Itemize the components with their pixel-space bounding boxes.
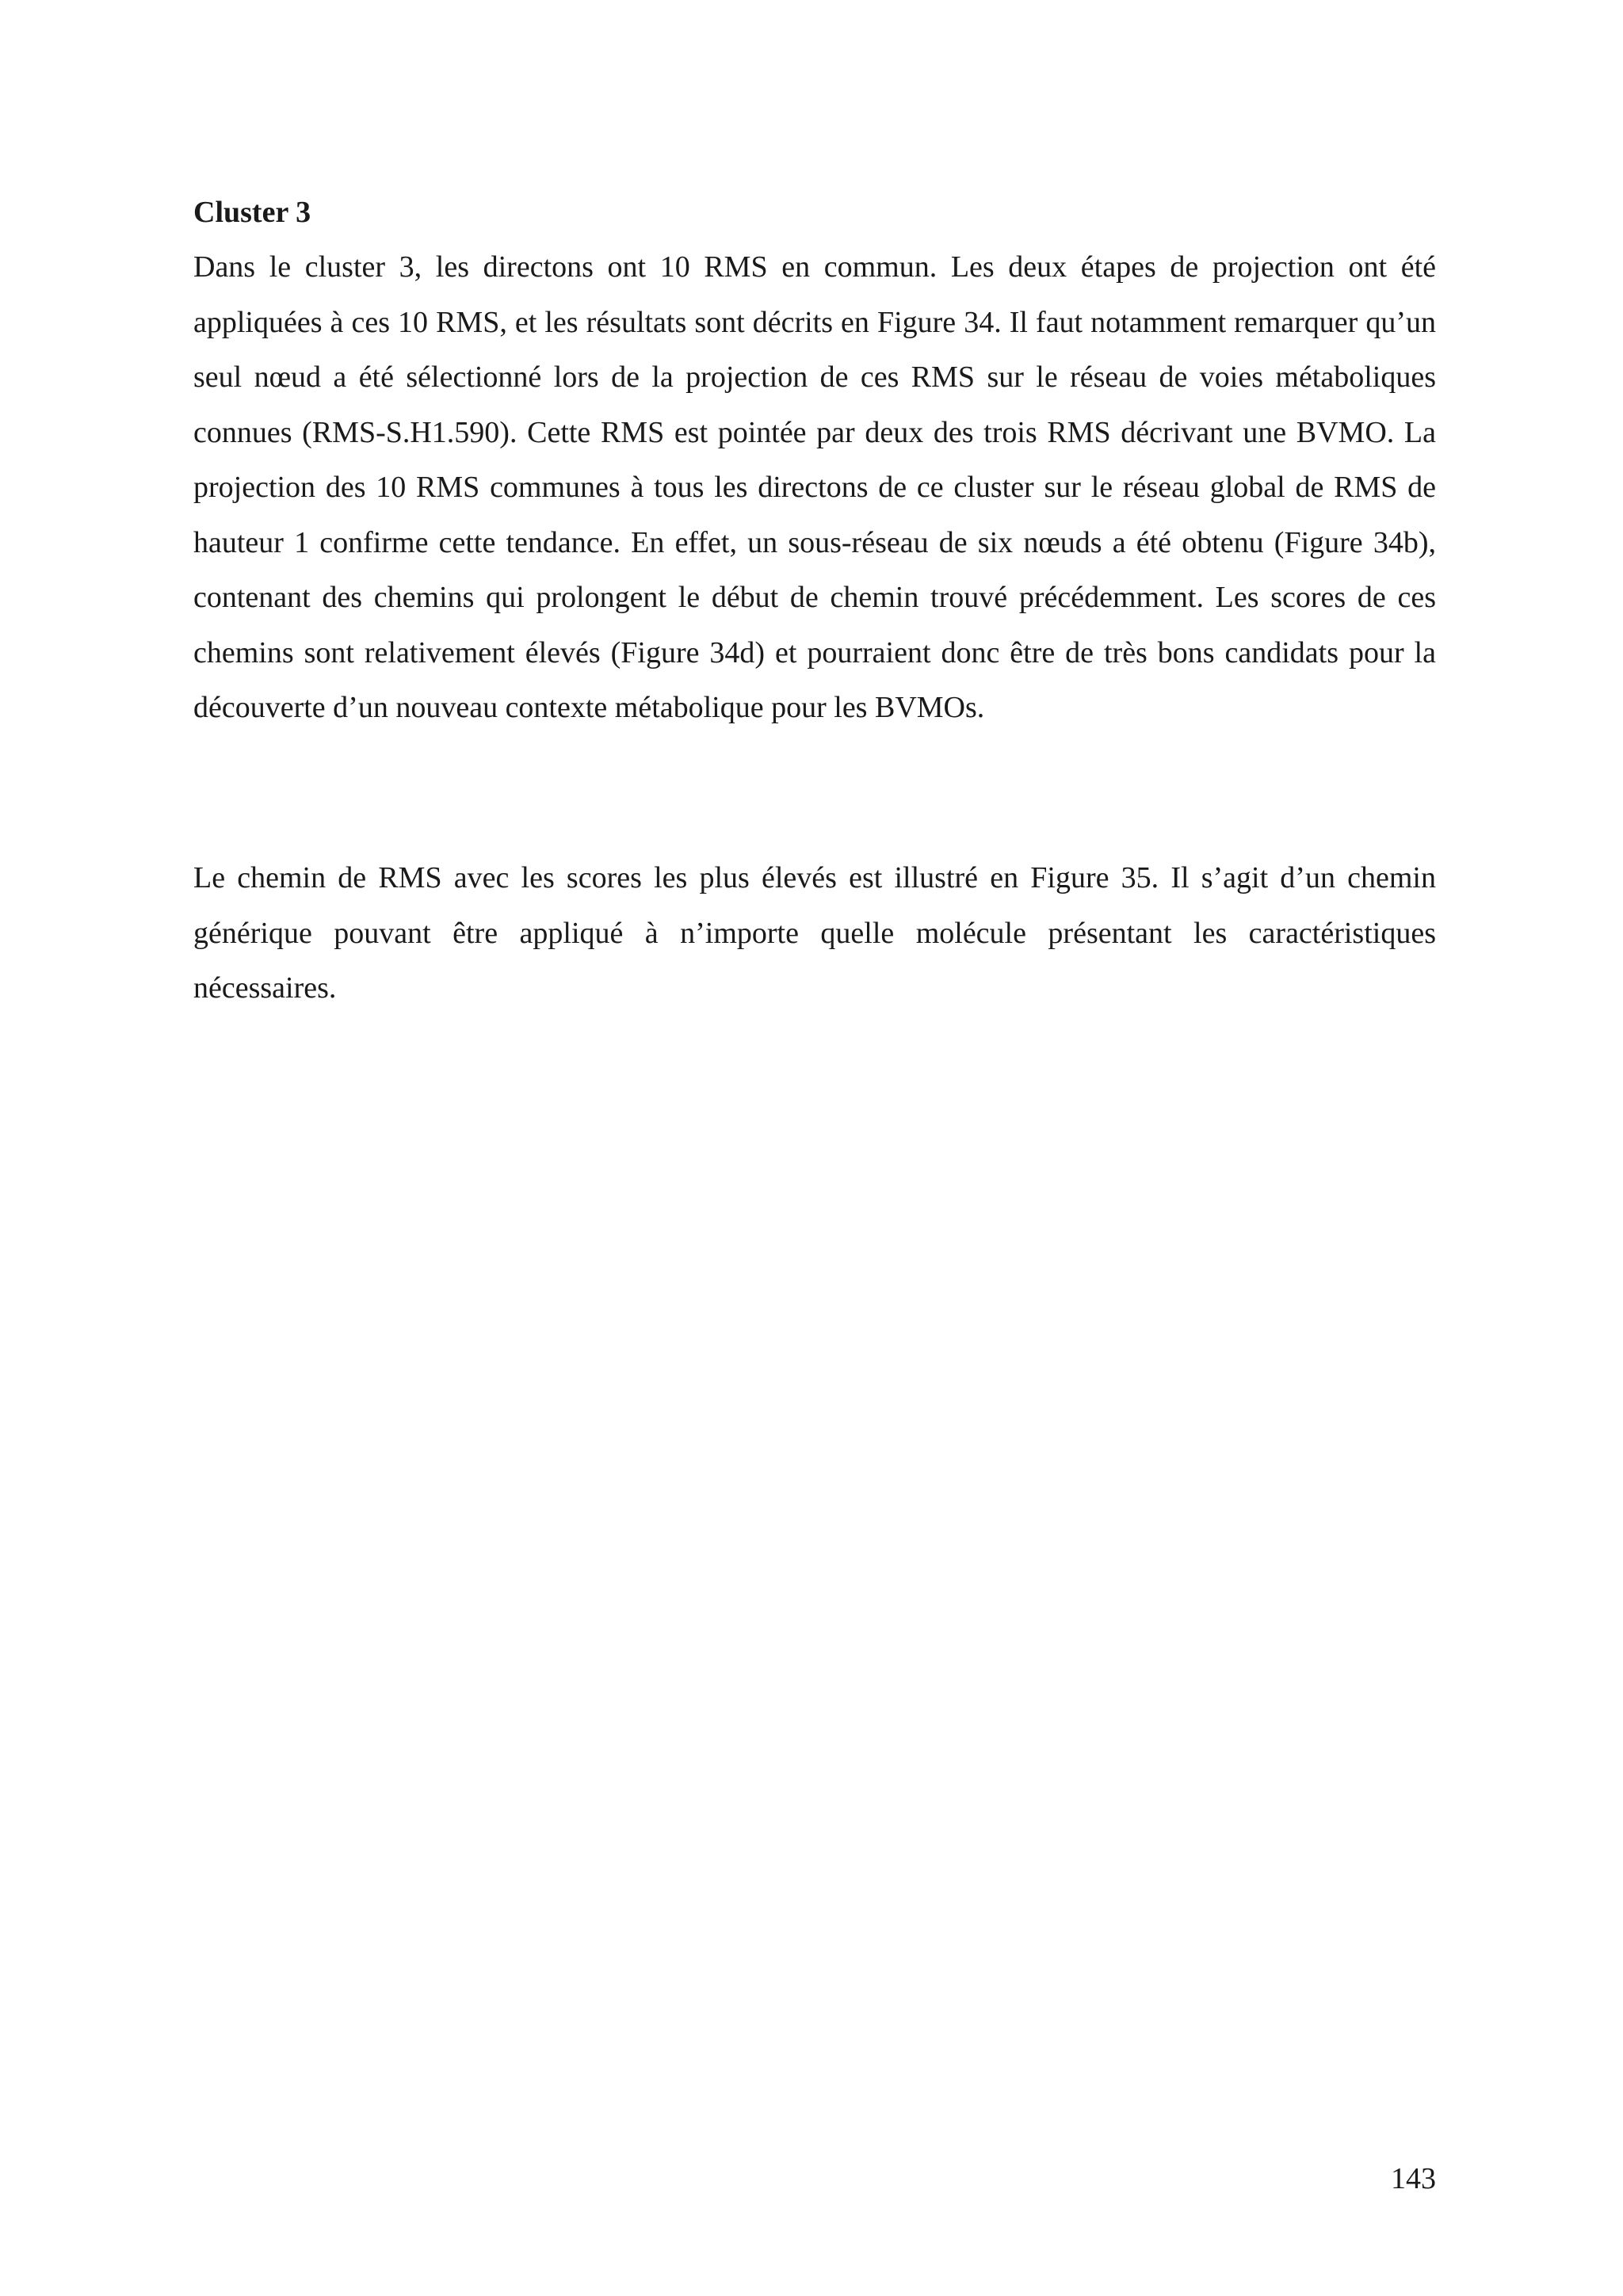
section-heading: Cluster 3 [193,196,311,229]
body-paragraph-1: Dans le cluster 3, les directons ont 10 RMS en commun. Les deux étapes de projection ont été appliquées à ces 10 RMS, et les résultats sont décrits en Figure 34. Il faut notamment remarquer qu’un seul nœud a été sélectionné lors de la projection de ces RMS sur le réseau de voies métaboliques connues (RMS-S.H1.590). Cette RMS est pointée par deux des trois RMS décrivant une BVMO. La projection des 10 RMS communes à tous les directons de ce cluster sur le réseau global de RMS de hauteur 1 confirme cette tendance. En effet, un sous-réseau de six nœuds a été obtenu (Figure 34b), contenant des chemins qui prolongent le début de chemin trouvé précédemment. Les scores de ces chemins sont relativement élevés (Figure 34d) et pourraient donc être de très bons candidats pour la découverte d’un nouveau contexte métabolique pour les BVMOs. [193,250,1436,724]
page-number: 143 [1391,2162,1436,2195]
body-paragraph-2: Le chemin de RMS avec les scores les plus élevés est illustré en Figure 35. Il s’agit d’un chemin générique pouvant être appliqué à n’importe quelle molécule présentant les caractéristiques nécessaires. [193,861,1436,1005]
